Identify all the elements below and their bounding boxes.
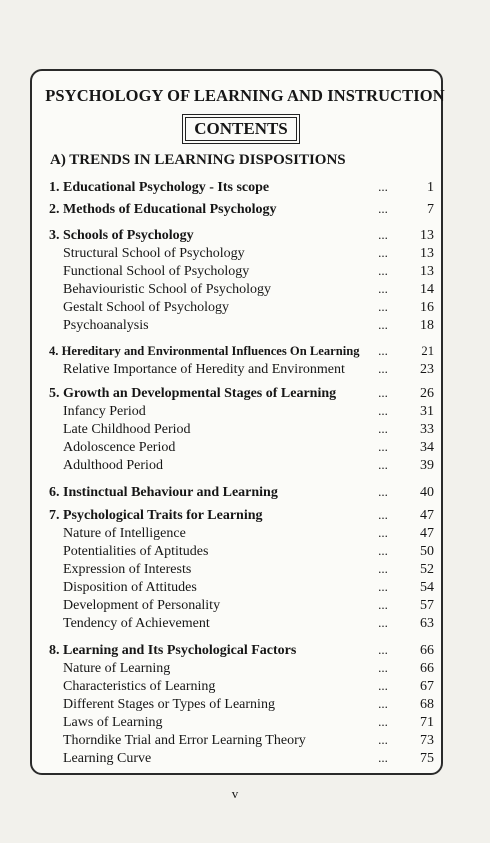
toc-leader-dots: ...	[378, 317, 388, 332]
toc-page-number: 47	[420, 526, 434, 541]
toc-subentry	[49, 713, 434, 731]
toc-entry-title: 6. Instinctual Behaviour and Learning	[49, 485, 278, 500]
toc-leader-dots: ...	[378, 696, 388, 711]
toc-entry-title: 4. Hereditary and Environmental Influences On Learning	[49, 344, 360, 358]
toc-leader-dots: ...	[378, 561, 388, 576]
toc-page-number: 66	[420, 661, 434, 676]
toc-leader-dots: ...	[378, 750, 388, 765]
toc-subentry	[49, 695, 434, 713]
toc-entry-title: Relative Importance of Heredity and Environment	[63, 362, 345, 377]
toc-entry-title: Disposition of Attitudes	[63, 580, 197, 595]
toc-page-number: 68	[420, 697, 434, 712]
toc-subentry	[49, 560, 434, 578]
toc-chapter-entry	[49, 506, 434, 524]
toc-page-number: 50	[420, 544, 434, 559]
toc-leader-dots: ...	[378, 507, 388, 522]
toc-leader-dots: ...	[378, 439, 388, 454]
toc-leader-dots: ...	[378, 179, 388, 194]
toc-page-number: 52	[420, 562, 434, 577]
toc-entry-title: Nature of Learning	[63, 661, 171, 676]
toc-entry-title: 3. Schools of Psychology	[49, 228, 194, 243]
book-title: PSYCHOLOGY OF LEARNING AND INSTRUCTION	[45, 86, 445, 105]
toc-entry-title: Psychoanalysis	[63, 318, 149, 333]
toc-leader-dots: ...	[378, 299, 388, 314]
toc-page-number: 13	[420, 264, 434, 279]
toc-entry-title: Infancy Period	[63, 404, 146, 419]
toc-page-number: 73	[420, 733, 434, 748]
toc-subentry	[49, 542, 434, 560]
toc-leader-dots: ...	[378, 385, 388, 400]
toc-page-number: 21	[421, 344, 434, 358]
toc-leader-dots: ...	[378, 403, 388, 418]
toc-leader-dots: ...	[378, 543, 388, 558]
toc-chapter-entry	[49, 384, 434, 402]
toc-entry-title: 7. Psychological Traits for Learning	[49, 508, 263, 523]
toc-subentry	[49, 524, 434, 542]
toc-entry-title: Functional School of Psychology	[63, 264, 250, 279]
toc-subentry	[49, 749, 434, 767]
toc-entry-title: 5. Growth an Developmental Stages of Learning	[49, 386, 337, 401]
toc-entry-title: 2. Methods of Educational Psychology	[49, 202, 277, 217]
toc-subentry	[49, 402, 434, 420]
contents-heading: CONTENTS	[185, 117, 297, 141]
toc-page-number: 75	[420, 751, 434, 766]
toc-page-number: 14	[420, 282, 434, 297]
toc-page-number: 67	[420, 679, 434, 694]
toc-leader-dots: ...	[378, 421, 388, 436]
toc-leader-dots: ...	[378, 245, 388, 260]
toc-entry-title: Adulthood Period	[63, 458, 163, 473]
toc-page-number: 33	[420, 422, 434, 437]
toc-subentry	[49, 456, 434, 474]
section-heading: A) TRENDS IN LEARNING DISPOSITIONS	[50, 152, 346, 168]
toc-leader-dots: ...	[378, 642, 388, 657]
toc-page-number: 39	[420, 458, 434, 473]
toc-subentry	[49, 677, 434, 695]
toc-leader-dots: ...	[378, 361, 388, 376]
toc-leader-dots: ...	[378, 525, 388, 540]
toc-entry-title: Late Childhood Period	[63, 422, 191, 437]
toc-entry-title: Learning Curve	[63, 751, 152, 766]
toc-leader-dots: ...	[378, 678, 388, 693]
toc-entry-title: Tendency of Achievement	[63, 616, 210, 631]
toc-entry-title: Behaviouristic School of Psychology	[63, 282, 272, 297]
toc-subentry	[49, 614, 434, 632]
toc-leader-dots: ...	[378, 484, 388, 499]
toc-chapter-entry	[49, 342, 434, 360]
toc-entry-title: Structural School of Psychology	[63, 246, 245, 261]
toc-subentry	[49, 731, 434, 749]
toc-entry-title: Gestalt School of Psychology	[63, 300, 230, 315]
toc-page-number: 57	[420, 598, 434, 613]
toc-leader-dots: ...	[378, 615, 388, 630]
toc-page-number: 47	[420, 508, 434, 523]
toc-subentry	[49, 280, 434, 298]
toc-chapter-entry	[49, 483, 434, 501]
toc-subentry	[49, 578, 434, 596]
toc-subentry	[49, 262, 434, 280]
toc-leader-dots: ...	[378, 201, 388, 216]
toc-page-number: 34	[420, 440, 434, 455]
toc-leader-dots: ...	[378, 597, 388, 612]
toc-entry-title: Nature of Intelligence	[63, 526, 186, 541]
toc-page-number: 16	[420, 300, 434, 315]
toc-page-number: 66	[420, 643, 434, 658]
toc-entry-title: Expression of Interests	[63, 562, 192, 577]
toc-subentry	[49, 298, 434, 316]
toc-leader-dots: ...	[378, 732, 388, 747]
toc-entry-title: Potentialities of Aptitudes	[63, 544, 209, 559]
toc-entry-title: 8. Learning and Its Psychological Factors	[49, 643, 297, 658]
toc-leader-dots: ...	[378, 457, 388, 472]
toc-page-number: 13	[420, 228, 434, 243]
toc-entry-title: Thorndike Trial and Error Learning Theory	[63, 733, 306, 748]
toc-chapter-entry	[49, 200, 434, 218]
toc-leader-dots: ...	[378, 579, 388, 594]
toc-subentry	[49, 596, 434, 614]
toc-page-number: 63	[420, 616, 434, 631]
toc-subentry	[49, 420, 434, 438]
toc-subentry	[49, 659, 434, 677]
toc-chapter-entry	[49, 226, 434, 244]
toc-leader-dots: ...	[378, 281, 388, 296]
toc-entry-title: Laws of Learning	[63, 715, 163, 730]
toc-leader-dots: ...	[378, 263, 388, 278]
toc-leader-dots: ...	[378, 714, 388, 729]
toc-page-number: 7	[427, 202, 434, 217]
toc-leader-dots: ...	[378, 660, 388, 675]
toc-leader-dots: ...	[378, 343, 388, 358]
toc-page-number: 54	[420, 580, 434, 595]
toc-entry-title: Different Stages or Types of Learning	[63, 697, 275, 712]
toc-subentry	[49, 316, 434, 334]
toc-page-number: 18	[420, 318, 434, 333]
toc-page-number: 40	[420, 485, 434, 500]
toc-page-number: 26	[420, 386, 434, 401]
toc-page-number: 13	[420, 246, 434, 261]
toc-leader-dots: ...	[378, 227, 388, 242]
toc-page-number: 31	[420, 404, 434, 419]
toc-page-number: 1	[427, 180, 434, 195]
page-number: v	[231, 786, 239, 801]
toc-subentry	[49, 438, 434, 456]
toc-chapter-entry	[49, 178, 434, 196]
toc-subentry	[49, 360, 434, 378]
toc-entry-title: Development of Personality	[63, 598, 221, 613]
toc-subentry	[49, 244, 434, 262]
toc-page-number: 71	[420, 715, 434, 730]
toc-page-number: 23	[420, 362, 434, 377]
toc-entry-title: Characteristics of Learning	[63, 679, 216, 694]
toc-entry-title: 1. Educational Psychology - Its scope	[49, 180, 270, 195]
toc-chapter-entry	[49, 641, 434, 659]
toc-entry-title: Adoloscence Period	[63, 440, 176, 455]
